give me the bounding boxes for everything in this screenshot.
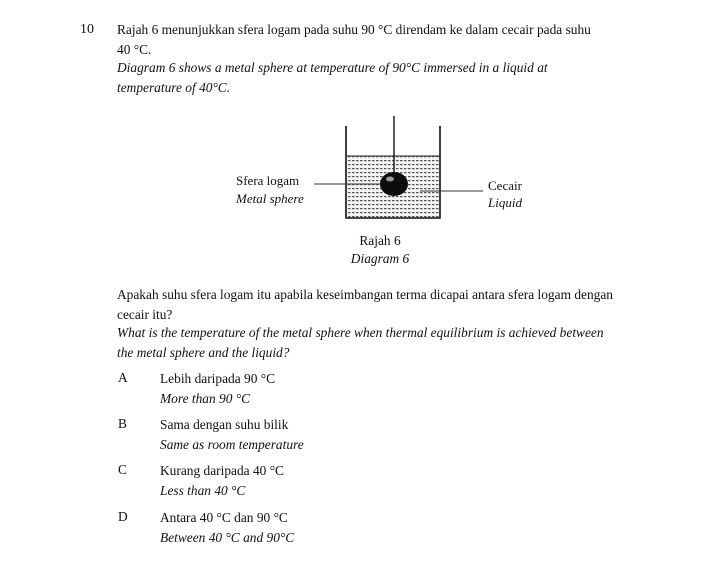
prompt-malay [117,285,645,325]
metal-sphere [380,172,408,196]
prompt-english [117,323,645,363]
prompt-english-line2: the metal sphere and the liquid? [117,345,290,360]
option-c-malay: Kurang daripada 40 °C [160,463,284,478]
option-c [160,461,284,501]
liquid-label-english: Liquid [488,195,522,210]
option-a-malay: Lebih daripada 90 °C [160,371,276,386]
option-b-english: Same as room temperature [160,437,304,452]
prompt-malay-line1: Apakah suhu sfera logam itu apabila keseimbangan terma dicapai antara sfera logam dengan [117,287,613,302]
option-d [160,508,294,548]
question-stem-english-line1: Diagram 6 shows a metal sphere at temperature of 90°C immersed in a liquid at [117,60,548,75]
question-stem-malay-line2: 40 °C. [117,42,152,57]
question-stem-english-line2: temperature of 40°C. [117,80,231,95]
option-d-malay: Antara 40 °C dan 90 °C [160,510,288,525]
option-d-english: Between 40 °C and 90°C [160,530,295,545]
sphere-highlight [386,177,394,182]
prompt-malay-line2: cecair itu? [117,307,173,322]
diagram-caption-malay: Rajah 6 [359,233,401,248]
question-stem-malay-line1: Rajah 6 menunjukkan sfera logam pada suhu 90 °C direndam ke dalam cecair pada suhu [117,22,591,37]
liquid-label-malay: Cecair [488,178,522,193]
question-number: 10 [80,22,94,37]
prompt-english-line1: What is the temperature of the metal sphere when thermal equilibrium is achieved between [117,325,604,340]
option-b-letter: B [118,416,127,431]
option-c-letter: C [118,462,127,477]
option-a [160,369,275,409]
sphere-label-english: Metal sphere [236,191,304,206]
option-b-malay: Sama dengan suhu bilik [160,417,289,432]
option-a-letter: A [118,370,128,385]
diagram-caption-english: Diagram 6 [350,251,410,266]
option-c-english: Less than 40 °C [160,483,246,498]
sphere-label-malay: Sfera logam [236,173,300,188]
option-b [160,415,304,455]
option-d-letter: D [118,509,128,524]
option-a-english: More than 90 °C [160,391,251,406]
